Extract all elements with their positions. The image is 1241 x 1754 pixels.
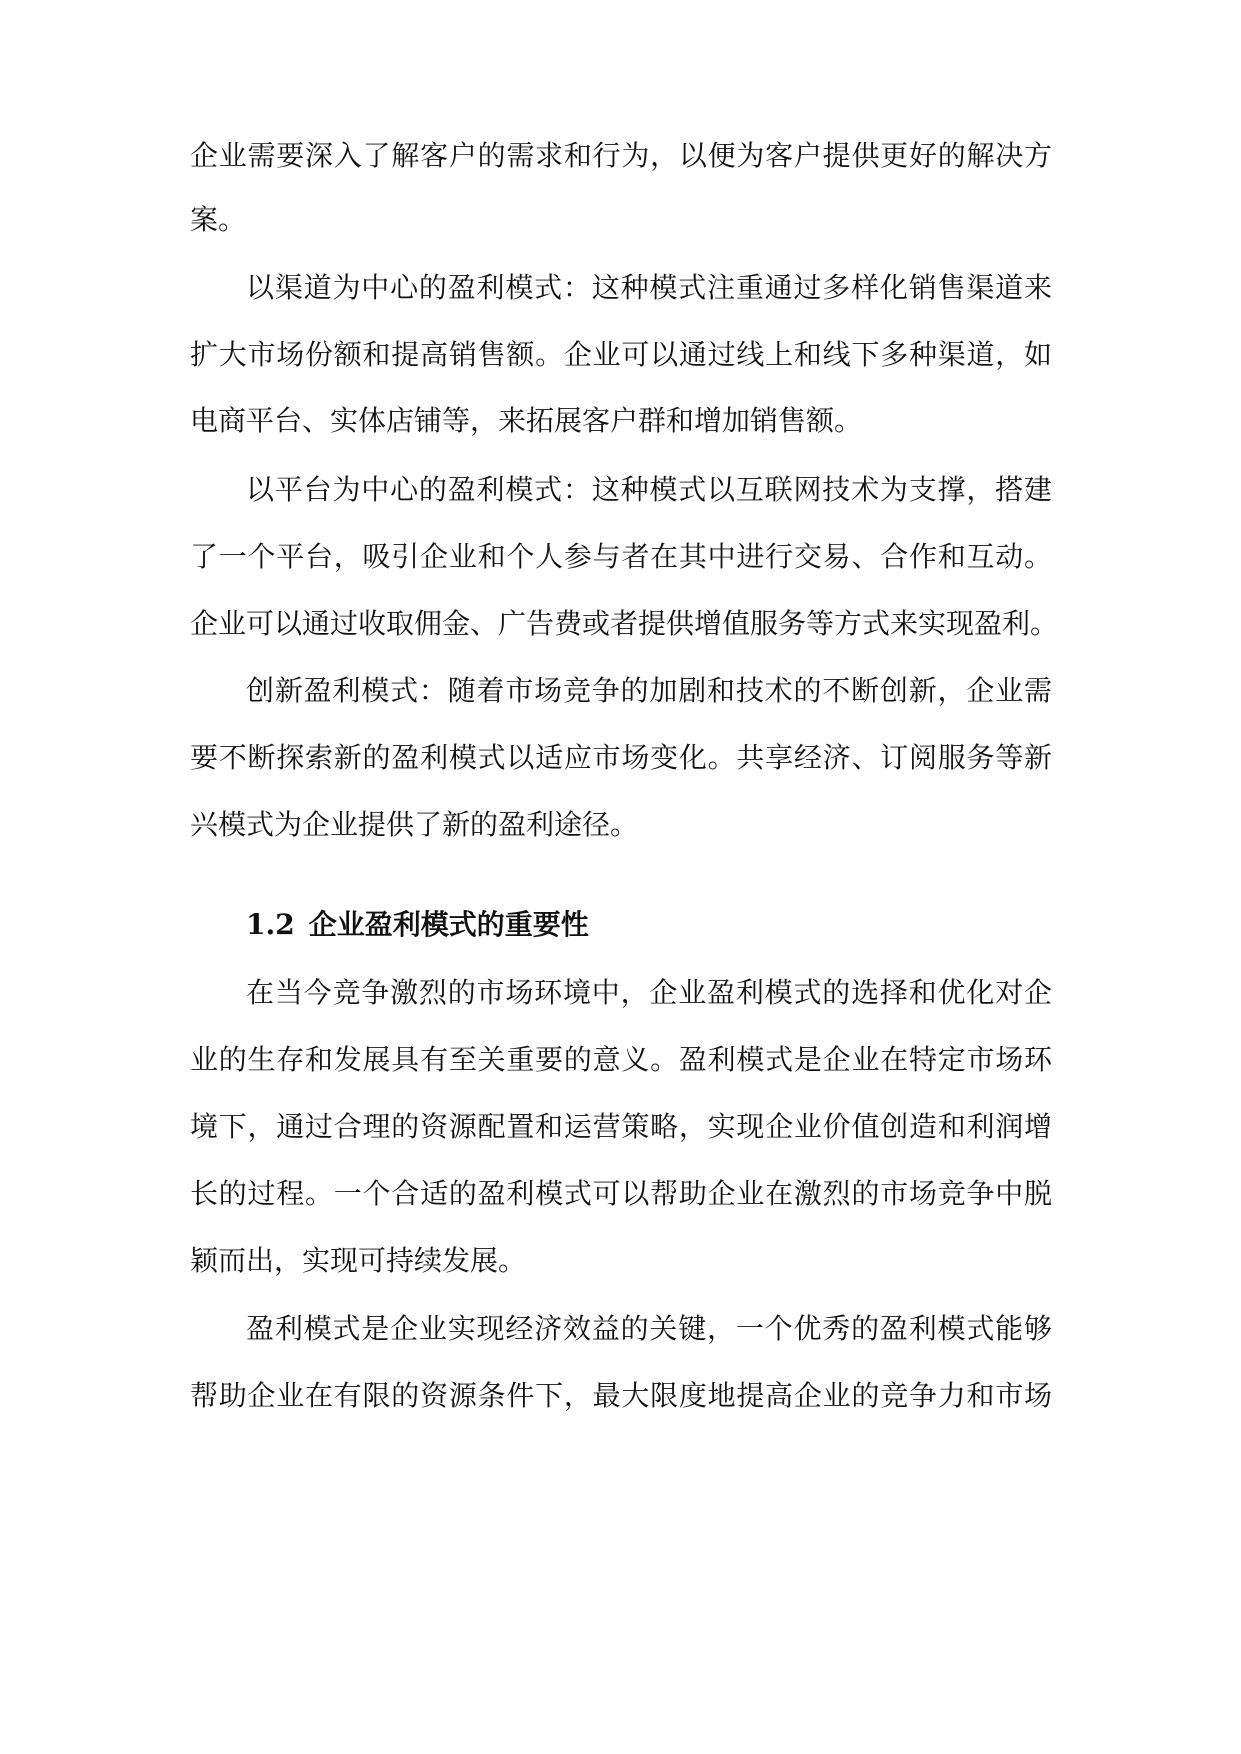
paragraph-line: 企业可以通过收取佣金、广告费或者提供增值服务等方式来实现盈利。 bbox=[190, 607, 1059, 640]
paragraph-line: 电商平台、实体店铺等，来拓展客户群和增加销售额。 bbox=[190, 404, 863, 437]
paragraph-line: 颖而出，实现可持续发展。 bbox=[190, 1244, 527, 1277]
paragraph-line: 盈利模式是企业实现经济效益的关键，一个优秀的盈利模式能够 bbox=[246, 1312, 1052, 1345]
paragraph-line: 以渠道为中心的盈利模式：这种模式注重通过多样化销售渠道来 bbox=[246, 271, 1052, 304]
section-number: 1.2 bbox=[246, 908, 295, 941]
paragraph-line: 长的过程。一个合适的盈利模式可以帮助企业在激烈的市场竞争中脱 bbox=[190, 1177, 1052, 1210]
section-heading bbox=[246, 905, 589, 945]
paragraph-line: 创新盈利模式：随着市场竞争的加剧和技术的不断创新，企业需 bbox=[246, 674, 1052, 707]
paragraph-line: 业的生存和发展具有至关重要的意义。盈利模式是企业在特定市场环 bbox=[190, 1043, 1052, 1076]
paragraph-line: 了一个平台，吸引企业和个人参与者在其中进行交易、合作和互动。 bbox=[190, 540, 1052, 573]
paragraph-line: 境下，通过合理的资源配置和运营策略，实现企业价值创造和利润增 bbox=[190, 1110, 1052, 1143]
paragraph-line: 扩大市场份额和提高销售额。企业可以通过线上和线下多种渠道，如 bbox=[190, 338, 1052, 371]
paragraph-line: 案。 bbox=[190, 203, 247, 236]
paragraph-line: 以平台为中心的盈利模式：这种模式以互联网技术为支撑，搭建 bbox=[246, 473, 1052, 506]
paragraph-line: 企业需要深入了解客户的需求和行为，以便为客户提供更好的解决方 bbox=[190, 139, 1052, 172]
paragraph-line: 兴模式为企业提供了新的盈利途径。 bbox=[190, 808, 639, 841]
section-title: 企业盈利模式的重要性 bbox=[308, 908, 589, 941]
paragraph-line: 要不断探索新的盈利模式以适应市场变化。共享经济、订阅服务等新 bbox=[190, 741, 1052, 774]
paragraph-line: 帮助企业在有限的资源条件下，最大限度地提高企业的竞争力和市场 bbox=[190, 1379, 1052, 1412]
paragraph-line: 在当今竞争激烈的市场环境中，企业盈利模式的选择和优化对企 bbox=[246, 976, 1052, 1009]
